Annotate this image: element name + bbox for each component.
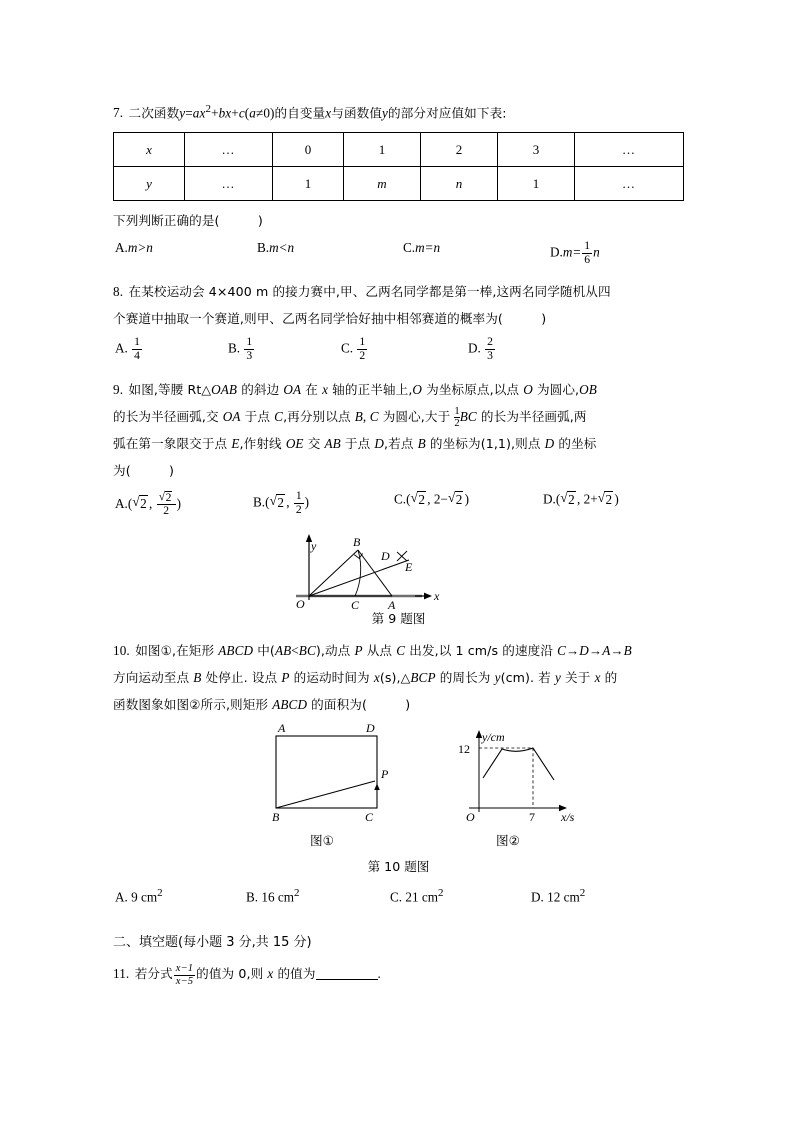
q9-l1-x: x [322,382,329,398]
q9-option-a-label: A. [115,496,128,512]
q7-term-bx: bx [218,105,232,121]
question-11-number: 11. [113,966,130,982]
q7-stem-text-c: 与函数值 [331,105,383,121]
q9-half-denominator: 2 [454,418,460,430]
label-point-D: D [381,549,390,564]
q10-option-a-sup: 2 [157,887,163,900]
q9-option-c-radicand-y: 2 [455,491,463,507]
q7-option-d-text: m= [562,245,582,261]
question-9-line-4 [113,457,684,484]
q8-option-b-fraction [244,336,254,362]
q10-l1-path: C→D→A→B [557,643,632,659]
q9-l1-a: 如图,等腰 Rt△ [128,382,212,398]
q10-figure-caption: 第 10 题图 [367,859,430,875]
question-9-line-2 [113,403,684,430]
q9-ask-text: 为( [113,463,131,479]
q10-l1-abcd: ABCD [218,643,254,659]
q10-l1-i: 从点 [362,643,397,659]
q7-option-b[interactable] [257,240,294,256]
question-8-line-1 [113,278,684,305]
q10-l1-k: 出发,以 1 cm/s 的速度沿 [405,643,558,659]
graph-x-axis-label: x/s [561,810,575,825]
q7-option-d[interactable] [550,240,600,266]
q9-option-a-radicand-x: 2 [140,496,147,512]
label-x-axis: x [434,589,440,604]
q9-option-d-sqrt-y [598,490,615,507]
graph-origin-label: O [466,810,475,825]
q8-option-b[interactable] [228,336,255,362]
question-7-options [113,240,684,276]
q8-option-c-numerator: 1 [359,335,366,349]
q8-option-b-denominator: 3 [246,348,253,362]
q8-option-a[interactable] [115,336,143,362]
q10-option-c-value: 21 [405,889,419,905]
q9-option-b-fraction [294,490,304,516]
q9-option-d-prefix: 2+ [583,491,598,507]
question-10-number: 10. [113,643,130,659]
q8-option-a-numerator: 1 [134,335,140,349]
q9-option-a[interactable]: A.( √ 2 , √ $\frac{2}{2}$ ) [115,490,181,517]
q9-answer-blank[interactable] [131,463,169,478]
q9-option-b-num: 1 [295,489,302,503]
q10-subfigure-captions [113,830,684,854]
page-content [113,96,684,987]
question-10-line-1 [113,637,684,664]
q9-option-a-fraction [157,490,176,517]
q10-option-d[interactable] [531,887,585,905]
q10-l1-c2: C [396,643,406,659]
q10-l2-bcp: BCP [410,670,436,686]
q10-l2-y: y [494,670,501,686]
label-y-axis: y [311,539,317,554]
q8-answer-blank[interactable] [503,311,541,326]
q10-l1-ab: AB [274,643,292,659]
q7-option-d-fraction [582,240,592,266]
q10-l3-d: ) [405,697,411,713]
q10-option-c-label: C. [390,889,403,905]
cell-row0-c5: 3 [498,133,575,167]
q10-l2-e: 的运动时间为 [289,670,374,686]
q9-option-c-label: C. [394,491,407,507]
q11-text-b: 的值为 0,则 [196,966,268,982]
ray-OE [309,560,409,596]
q9-l1-k: 为圆心, [532,382,580,398]
q8-option-c-denominator: 2 [359,348,366,362]
q9-option-d-sqrt-x [560,490,577,507]
label-fig1-C: C [365,810,374,825]
q7-term-c: c [238,105,245,121]
question-8-number: 8. [113,284,124,300]
q8-option-b-numerator: 1 [246,335,253,349]
cell-row1-c1: … [185,167,273,201]
question-9-figure [113,528,684,614]
q10-l1-a: 如图①,在矩形 [135,643,219,659]
q10-l1-c: 中( [253,643,275,659]
q9-l2-k: 的长为半径画弧,两 [476,409,587,425]
q10-option-b-value: 16 [261,889,275,905]
question-9-line-3 [113,430,684,457]
q9-option-a-sqrt-x [132,495,149,512]
q7-option-d-tail: n [593,245,600,261]
q10-option-b-label: B. [246,889,259,905]
q7-var-y: y [179,105,186,121]
q7-option-d-label: D. [550,245,563,261]
q9-l2-a: 的长为半径画弧,交 [113,409,223,425]
q10-l3-a: 函数图象如图②所示,则矩形 [113,697,273,713]
q9-l2-g: , [362,409,370,425]
q9-l2-b: B [354,409,363,425]
graph-y-axis-label: y/cm [482,730,505,745]
q11-fraction [174,963,195,986]
q7-stem-text-b: 的自变量 [274,105,326,121]
q10-l3-abcd: ABCD [272,697,308,713]
question-7-value-table [113,132,684,201]
q7-exponent: 2 [205,103,212,115]
q7-option-b-text: m<n [269,240,295,256]
q8-option-d-label: D. [468,341,481,357]
q7-ask-text: 下列判断正确的是( [113,213,220,229]
q9-option-d[interactable]: D.( √ 2 , 2+ √ 2 ) [543,490,619,507]
graph-x-tick-label: 7 [529,810,535,825]
rectangle-ABCD [276,736,377,808]
q7-eq: = [185,105,193,121]
q8-option-c[interactable] [341,336,368,362]
question-9-line-1 [113,376,684,403]
label-point-A: A [388,598,396,613]
q9-l1-oa: OA [283,382,302,398]
q9-l3-b: B [417,436,426,452]
question-11 [113,960,684,987]
q7-coef-a: a [249,105,256,121]
cell-row0-c3: 1 [344,133,421,167]
cell-row0-c6: … [575,133,684,167]
q9-l1-i: 为坐标原点,以点 [422,382,524,398]
q11-denominator: x−5 [175,975,194,987]
q9-l3-e: E [231,436,240,452]
question-10-line-3 [113,691,684,718]
q9-ask-close: ) [169,463,175,479]
q7-stem-text-a: 二次函数 [128,105,180,121]
q9-option-a-radicand-num: 2 [165,490,172,504]
question-9-number: 9. [113,382,124,398]
q7-option-c[interactable] [403,240,440,256]
cell-row1-c4: n [421,167,498,201]
motion-arrow-head [374,784,380,791]
q10-l2-y2: y [554,670,561,686]
q10-l2-b: B [193,670,202,686]
question-8-line-2 [113,305,684,332]
table-row [114,133,684,167]
q9-figure-caption: 第 9 题图 [371,611,426,627]
q9-l3-oe: OE [285,436,304,452]
label-fig1-P: P [381,767,389,782]
q9-l2-oa: OA [222,409,241,425]
q9-l1-g: 轴的正半轴上, [328,382,413,398]
q9-l2-bc: BC [459,409,477,425]
q9-option-d-radicand-x: 2 [568,491,575,507]
q8-option-c-label: C. [341,341,354,357]
label-fig1-B: B [272,810,280,825]
q10-l2-x: x [373,670,380,686]
q9-option-c[interactable]: C.( √ 2 , 2− √ 2 ) [394,490,469,507]
q11-text-a: 若分式 [134,966,173,982]
graph-y-tick-label: 12 [458,742,470,757]
q9-option-b-label: B. [253,495,266,511]
q9-l3-d2: D [544,436,555,452]
q9-l3-e2: 交 [303,436,325,452]
q10-l1-lt: < [291,643,299,659]
q9-l3-d: D [374,436,385,452]
q10-l2-i: 的周长为 [435,670,495,686]
q8-option-a-denominator: 4 [134,348,140,362]
q9-option-c-sqrt-y [448,490,465,507]
cell-row0-c4: 2 [421,133,498,167]
q7-term-ax: ax [192,105,206,121]
q7-ask-close: ) [257,213,263,229]
table-row [114,167,684,201]
q8-line1-text: 在某校运动会 4×400 m 的接力赛中,甲、乙两名同学都是第一棒,这两名同学随机从四 [128,284,611,300]
q9-option-a-sqrt-num [159,490,174,504]
q8-option-b-label: B. [228,341,241,357]
q8-option-d[interactable] [468,336,496,362]
q7-answer-blank[interactable] [220,213,258,228]
q10-answer-blank[interactable] [367,697,405,712]
q7-option-b-label: B. [257,240,270,256]
q10-option-b-unit: cm [277,889,294,905]
label-fig1-A: A [278,721,286,736]
q7-stem-text-d: 的部分对应值如下表: [388,105,507,121]
q9-l3-a: 弧在第一象限交于点 [113,436,232,452]
q9-l2-i: 为圆心,大于 [378,409,455,425]
q10-l2-k: (cm). 若 [500,670,555,686]
q7-var-x2: x [325,105,332,121]
q7-plus-1: + [211,105,219,121]
q9-option-a-num [157,490,176,504]
q11-period: . [377,966,381,982]
q9-option-b-radicand-x: 2 [277,495,284,511]
cell-row1-c5: 1 [498,167,575,201]
q10-option-a-unit: cm [141,889,158,905]
question-7-number: 7. [113,105,124,121]
q9-l3-g: 于点 [340,436,375,452]
q9-l1-e: 在 [301,382,323,398]
q7-option-c-label: C. [403,240,416,256]
q10-l2-c: 处停止. 设点 [201,670,282,686]
q10-l2-m: 关于 [560,670,595,686]
q9-diagram-svg [113,528,684,614]
q9-option-b-sqrt-x [270,494,287,511]
q10-l1-p: P [354,643,363,659]
q9-l2-c1: C [274,409,284,425]
question-8-options [113,336,684,372]
figure-1-label: 图① [310,833,334,849]
q10-option-d-unit: cm [563,889,580,905]
q11-text-d: 的值为 [273,966,316,982]
q9-l1-o2: O [523,382,533,398]
q10-l2-g: (s),△ [379,670,411,686]
q9-option-c-prefix: 2− [433,491,448,507]
q10-option-c-sup: 2 [438,887,444,900]
label-origin-O: O [296,597,305,612]
cell-row1-c3: m [344,167,421,201]
q10-option-a-label: A. [115,889,128,905]
question-10-line-2 [113,664,684,691]
q7-option-a[interactable] [115,240,153,256]
q9-l3-m: 的坐标 [554,436,597,452]
q9-l3-c: ,作射线 [239,436,286,452]
figure-2-label: 图② [496,833,520,849]
q9-option-a-den: 2 [157,504,176,517]
q7-option-a-text: m>n [127,240,153,256]
question-7-stem [113,96,684,126]
q8-line2-text: 个赛道中抽取一个赛道,则甲、乙两名同学恰好抽中相邻赛道的概率为( [113,311,503,327]
q10-l1-bc: BC [298,643,316,659]
cell-row0-c1: … [185,133,273,167]
q8-option-d-numerator: 2 [487,335,493,349]
section-2-heading: 二、填空题(每小题 3 分,共 15 分) [113,935,312,951]
cell-row0-c2: 0 [273,133,344,167]
label-fig1-D: D [366,721,375,736]
q10-l3-c: 的面积为( [307,697,367,713]
label-point-B: B [353,535,361,550]
segment-OB [309,550,358,596]
q8-option-a-label: A. [115,341,128,357]
q9-option-d-radicand-y: 2 [605,491,613,507]
q7-option-c-text: m=n [415,240,441,256]
q9-l1-c: 的斜边 [237,382,284,398]
q8-option-d-denominator: 3 [487,348,493,362]
q7-paren-open: ( [244,105,250,121]
q9-option-b[interactable]: B.( √ 2 , $\frac{1}{2}$ ) [253,490,309,516]
q11-numerator: x−1 [175,963,194,975]
q9-l2-c: 于点 [240,409,275,425]
segment-BP [276,781,375,808]
graph-curve [483,748,554,780]
q10-l1-g: ),动点 [315,643,355,659]
q10-option-a-value: 9 [131,889,138,905]
q9-option-b-den: 2 [295,502,302,516]
cell-row1-c6: … [575,167,684,201]
q11-var-x: x [267,966,274,982]
x-axis-arrow [424,593,432,600]
label-point-C: C [351,598,360,613]
q9-l3-ab: AB [324,436,341,452]
q10-option-c[interactable] [390,887,444,905]
q9-l2-e: ,再分别以点 [283,409,355,425]
q8-option-c-fraction [357,336,367,362]
q9-option-d-label: D. [543,491,556,507]
q9-l3-i: ,若点 [384,436,418,452]
question-10-options [113,887,684,917]
q7-plus-2: + [231,105,239,121]
q9-option-c-sqrt-x [411,490,428,507]
q11-answer-blank[interactable] [316,966,378,980]
q8-line2-close: ) [541,311,547,327]
q7-option-a-label: A. [115,240,128,256]
q10-l2-x2: x [594,670,601,686]
cell-row1-header: y [114,167,185,201]
q10-option-d-sup: 2 [579,887,586,900]
q7-var-y2: y [382,105,389,121]
q9-l1-oab: OAB [211,382,238,398]
q8-option-a-fraction [132,336,142,362]
q9-l1-o: O [412,382,423,398]
question-7-ask [113,207,684,234]
question-9-options [113,490,684,526]
q10-option-c-unit: cm [421,889,438,905]
q7-ne-zero: ≠0) [255,105,275,121]
q9-l2-c2: C [369,409,379,425]
q8-option-d-fraction [485,336,495,362]
q10-option-a[interactable] [115,887,163,905]
q7-option-d-denominator: 6 [584,252,591,266]
q9-half-numerator: 1 [454,406,460,418]
label-point-E: E [405,560,413,575]
q10-option-b-sup: 2 [294,887,300,900]
q10-l2-o: 的 [600,670,618,686]
q9-option-c-radicand-x: 2 [418,491,425,507]
cell-row1-c2: 1 [273,167,344,201]
question-10-figures [113,718,684,830]
q10-figures-svg [113,718,684,830]
q10-option-b[interactable] [246,887,300,905]
q10-option-d-label: D. [531,889,544,905]
q10-l2-p: P [281,670,290,686]
q9-l3-k: 的坐标为(1,1),则点 [425,436,545,452]
cell-row0-header: x [114,133,185,167]
q10-l2-a: 方向运动至点 [113,670,194,686]
q7-option-d-numerator: 1 [584,239,591,253]
q10-option-d-value: 12 [547,889,561,905]
q9-l1-ob: OB [579,382,597,398]
